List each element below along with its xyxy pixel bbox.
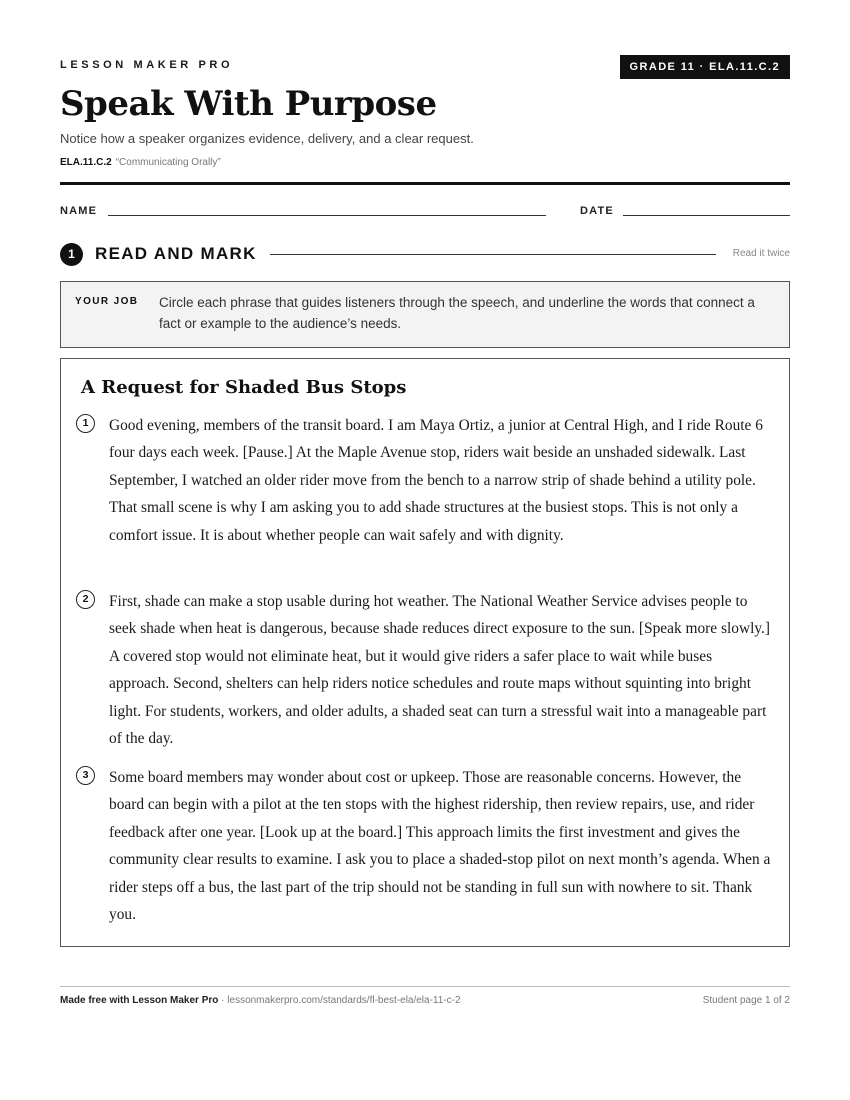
your-job-box xyxy=(60,281,790,348)
paragraph-number-3: 3 xyxy=(76,766,95,785)
date-label: DATE xyxy=(580,205,614,217)
passage-box xyxy=(60,358,790,947)
paragraph-number-2: 2 xyxy=(76,590,95,609)
paragraph-number-1: 1 xyxy=(76,414,95,433)
footer-url[interactable]: · lessonmakerpro.com/standards/fl-best-ela/ela-11-c-2 xyxy=(221,995,461,1006)
footer-made-with: Made free with Lesson Maker Pro xyxy=(60,995,219,1006)
grade-badge: GRADE 11 · ELA.11.C.2 xyxy=(620,55,790,79)
standard-line xyxy=(60,157,221,168)
passage-title: A Request for Shaded Bus Stops xyxy=(81,377,407,398)
footer-page-number: Student page 1 of 2 xyxy=(702,995,790,1006)
standard-name: “Communicating Orally” xyxy=(115,157,221,168)
name-field-line[interactable] xyxy=(108,215,546,216)
brand-name: LESSON MAKER PRO xyxy=(60,59,234,71)
header-divider xyxy=(60,182,790,185)
paragraph-1: Good evening, members of the transit board. I am Maya Ortiz, a junior at Central High, and I ride Route 6 four days each week. [Pause.] At the Maple Avenue stop, riders wait beside an unshaded sidewalk. Last September, I watched an older rider move from the bench to a narrow strip of shade behind a utility pole. That small scene is why I am asking you to add shade structures at the busiest stops. This is not only a comfort issue. It is about whether people can wait safely and with dignity. xyxy=(109,417,763,544)
section-note: Read it twice xyxy=(732,248,790,259)
page-subtitle: Notice how a speaker organizes evidence, delivery, and a clear request. xyxy=(60,131,474,146)
your-job-label: YOUR JOB xyxy=(75,296,139,307)
date-field-line[interactable] xyxy=(623,215,790,216)
footer-divider xyxy=(60,986,790,987)
your-job-text: Circle each phrase that guides listeners through the speech, and underline the words that connect a fact or example to the audience’s needs. xyxy=(159,295,755,331)
name-label: NAME xyxy=(60,205,98,217)
section-divider xyxy=(270,254,716,255)
section-number-badge: 1 xyxy=(60,243,83,266)
paragraph-2: First, shade can make a stop usable during hot weather. The National Weather Service advises people to seek shade when heat is dangerous, because shade reduces direct exposure to the sun. [Speak more slowly.] A covered stop would not eliminate heat, but it would give riders a safer place to wait while buses approach. Second, shelters can help riders notice schedules and route maps without squinting into bright light. For students, workers, and older adults, a shaded seat can turn a stressful wait into a manageable part of the day. xyxy=(109,593,771,748)
page-title: Speak With Purpose xyxy=(60,84,437,124)
paragraph-3: Some board members may wonder about cost or upkeep. Those are reasonable concerns. However, the board can begin with a pilot at the ten stops with the highest ridership, then review repairs, use, and rider feedback after one year. [Look up at the board.] This approach limits the first investment and gives the community clear results to examine. I ask you to place a shaded-stop pilot on next month’s agenda. When a rider steps off a bus, the last part of the trip should not be standing in full sun with nowhere to sit. Thank you. xyxy=(109,769,771,924)
footer-credit xyxy=(60,995,461,1006)
standard-code: ELA.11.C.2 xyxy=(60,157,112,168)
section-title: READ AND MARK xyxy=(95,244,257,263)
